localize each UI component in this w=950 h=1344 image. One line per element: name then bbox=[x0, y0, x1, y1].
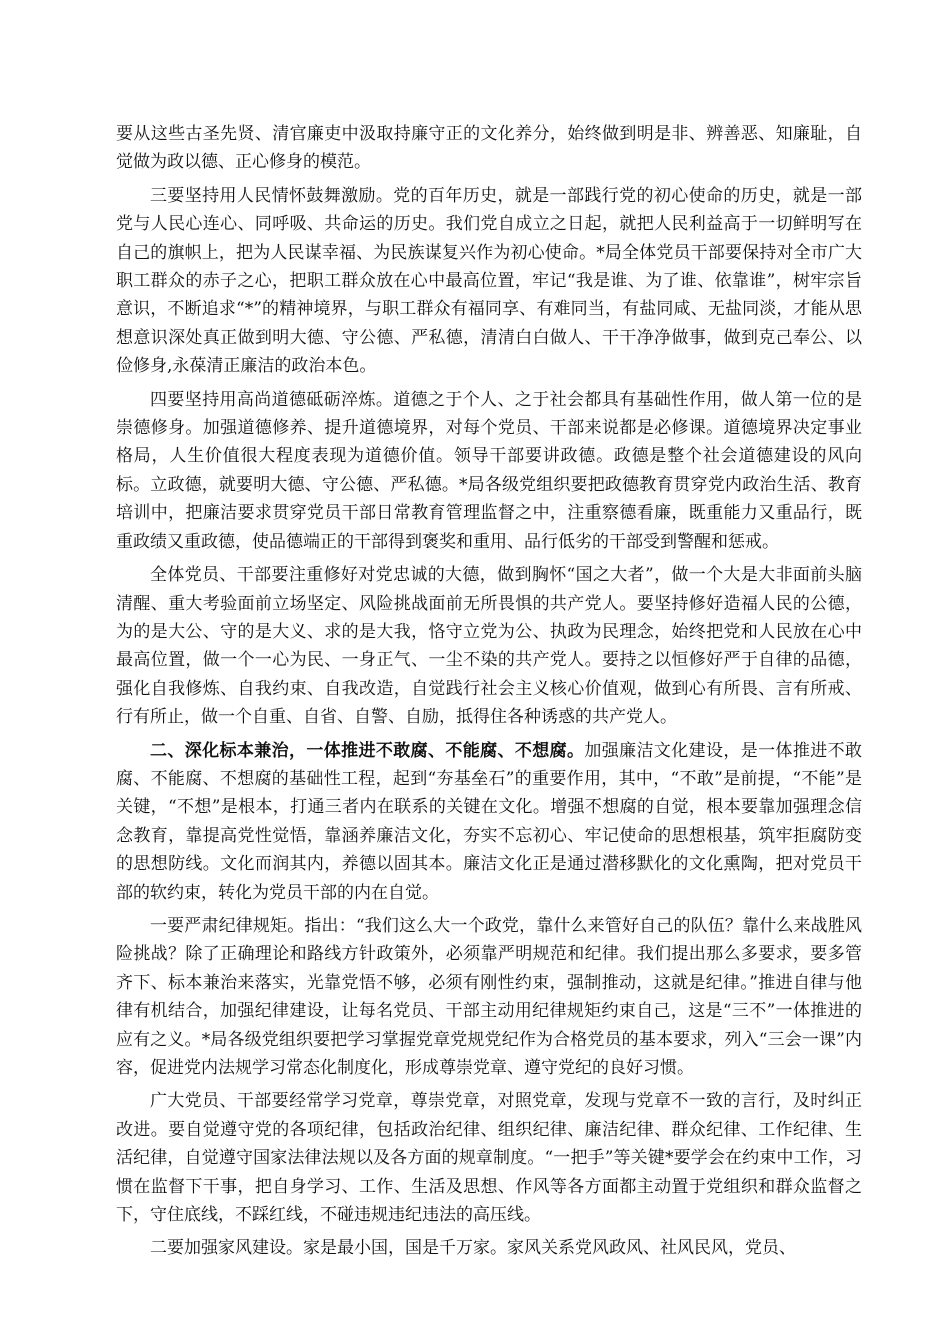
document-body bbox=[116, 120, 862, 1263]
paragraph-text: 三要坚持用人民情怀鼓舞激励。党的百年历史，就是一部践行党的初心使命的历史，就是一部党与人民心连心、同呼吸、共命运的历史。我们党自成立之日起，就把人民利益高于一切鲜明写在自己的旗帜上，把为人民谋幸福、为民族谋复兴作为初心使命。*局全体党员干部要保持对全市广大职工群众的赤子之心，把职工群众放在心中最高位置，牢记“我是谁、为了谁、依靠谁”，树牢宗旨意识，不断追求“*”的精神境界，与职工群众有福同享、有难同当，有盐同咸、无盐同淡，才能从思想意识深处真正做到明大德、守公德、严私德，清清白白做人、干干净净做事，做到克己奉公、以俭修身,永葆清正廉洁的政治本色。 bbox=[116, 185, 862, 377]
section-heading: 二、深化标本兼治，一体推进不敢腐、不能腐、不想腐。 bbox=[150, 740, 585, 761]
paragraph bbox=[116, 1087, 862, 1229]
paragraph-text: 一要严肃纪律规矩。指出：“我们这么大一个政党，靠什么来管好自己的队伍？靠什么来战胜风险挑战？除了正确理论和路线方针政策外，必须靠严明规范和纪律。我们提出那么多要求，要多管齐下、标本兼治来落实，光靠党悟不够，必须有刚性约束，强制推动，这就是纪律。”推进自律与他律有机结合，加强纪律建设，让每名党员、干部主动用纪律规矩约束自己，这是“三不”一体推进的应有之义。*局各级党组织要把学习掌握党章党规党纪作为合格党员的基本要求，列入“三会一课”内容，促进党内法规学习常态化制度化，形成尊崇党章、遵守党纪的良好习惯。 bbox=[116, 915, 862, 1078]
paragraph bbox=[116, 182, 862, 381]
paragraph bbox=[116, 120, 862, 177]
paragraph-text: 二要加强家风建设。家是最小国，国是千万家。家风关系党风政风、社风民风，党员、 bbox=[150, 1238, 796, 1259]
paragraph-text: 加强廉洁文化建设，是一体推进不敢腐、不能腐、不想腐的基础性工程，起到“夯基垒石”的重要作用，其中，“不敢”是前提，“不能”是关键，“不想”是根本，打通三者内在联系的关键在文化。增强不想腐的自觉，根本要靠加强理念信念教育，靠提高党性觉悟，靠涵养廉洁文化，夯实不忘初心、牢记使命的思想根基，筑牢拒腐防变的思想防线。文化而润其内，养德以固其本。廉洁文化正是通过潜移默化的文化熏陶，把对党员干部的软约束，转化为党员干部的内在自觉。 bbox=[116, 740, 862, 903]
paragraph-text: 全体党员、干部要注重修好对党忠诚的大德，做到胸怀“国之大者”，做一个大是大非面前头脑清醒、重大考验面前立场坚定、风险挑战面前无所畏惧的共产党人。要坚持修好造福人民的公德，为的是大公、守的是大义、求的是大我，恪守立党为公、执政为民理念，始终把党和人民放在心中最高位置，做一个一心为民、一身正气、一尘不染的共产党人。要持之以恒修好严于自律的品德，强化自我修炼、自我约束、自我改造，自觉践行社会主义核心价值观，做到心有所畏、言有所戒、行有所止，做一个自重、自省、自警、自励，抵得住各种诱惑的共产党人。 bbox=[116, 565, 862, 728]
paragraph-text: 广大党员、干部要经常学习党章，尊崇党章，对照党章，发现与党章不一致的言行，及时纠正改进。要自觉遵守党的各项纪律，包括政治纪律、组织纪律、廉洁纪律、群众纪律、工作纪律、生活纪律，自觉遵守国家法律法规以及各方面的规章制度。“一把手”等关键*要学会在约束中工作，习惯在监督下干事，把自身学习、工作、生活及思想、作风等各方面都主动置于党组织和群众监督之下，守住底线，不踩红线，不碰违规违纪违法的高压线。 bbox=[116, 1091, 862, 1226]
paragraph bbox=[116, 386, 862, 556]
section-heading-paragraph bbox=[116, 737, 862, 907]
paragraph bbox=[116, 561, 862, 731]
paragraph-text: 四要坚持用高尚道德砥砺淬炼。道德之于个人、之于社会都具有基础性作用，做人第一位的是崇德修身。加强道德修养、提升道德境界，对每个党员、干部来说都是必修课。道德境界决定事业格局，人生价值很大程度表现为道德价值。领导干部要讲政德。政德是整个社会道德建设的风向标。立政德，就要明大德、守公德、严私德。*局各级党组织要把政德教育贯穿党内政治生活、教育培训中，把廉洁要求贯穿党员干部日常教育管理监督之中，注重察德看廉，既重能力又重品行，既重政绩又重政德，使品德端正的干部得到褒奖和重用、品行低劣的干部受到警醒和惩戒。 bbox=[116, 389, 862, 552]
paragraph-text: 要从这些古圣先贤、清官廉吏中汲取持廉守正的文化养分，始终做到明是非、辨善恶、知廉耻，自觉做为政以德、正心修身的模范。 bbox=[116, 124, 862, 173]
paragraph bbox=[116, 1234, 862, 1262]
paragraph bbox=[116, 912, 862, 1082]
